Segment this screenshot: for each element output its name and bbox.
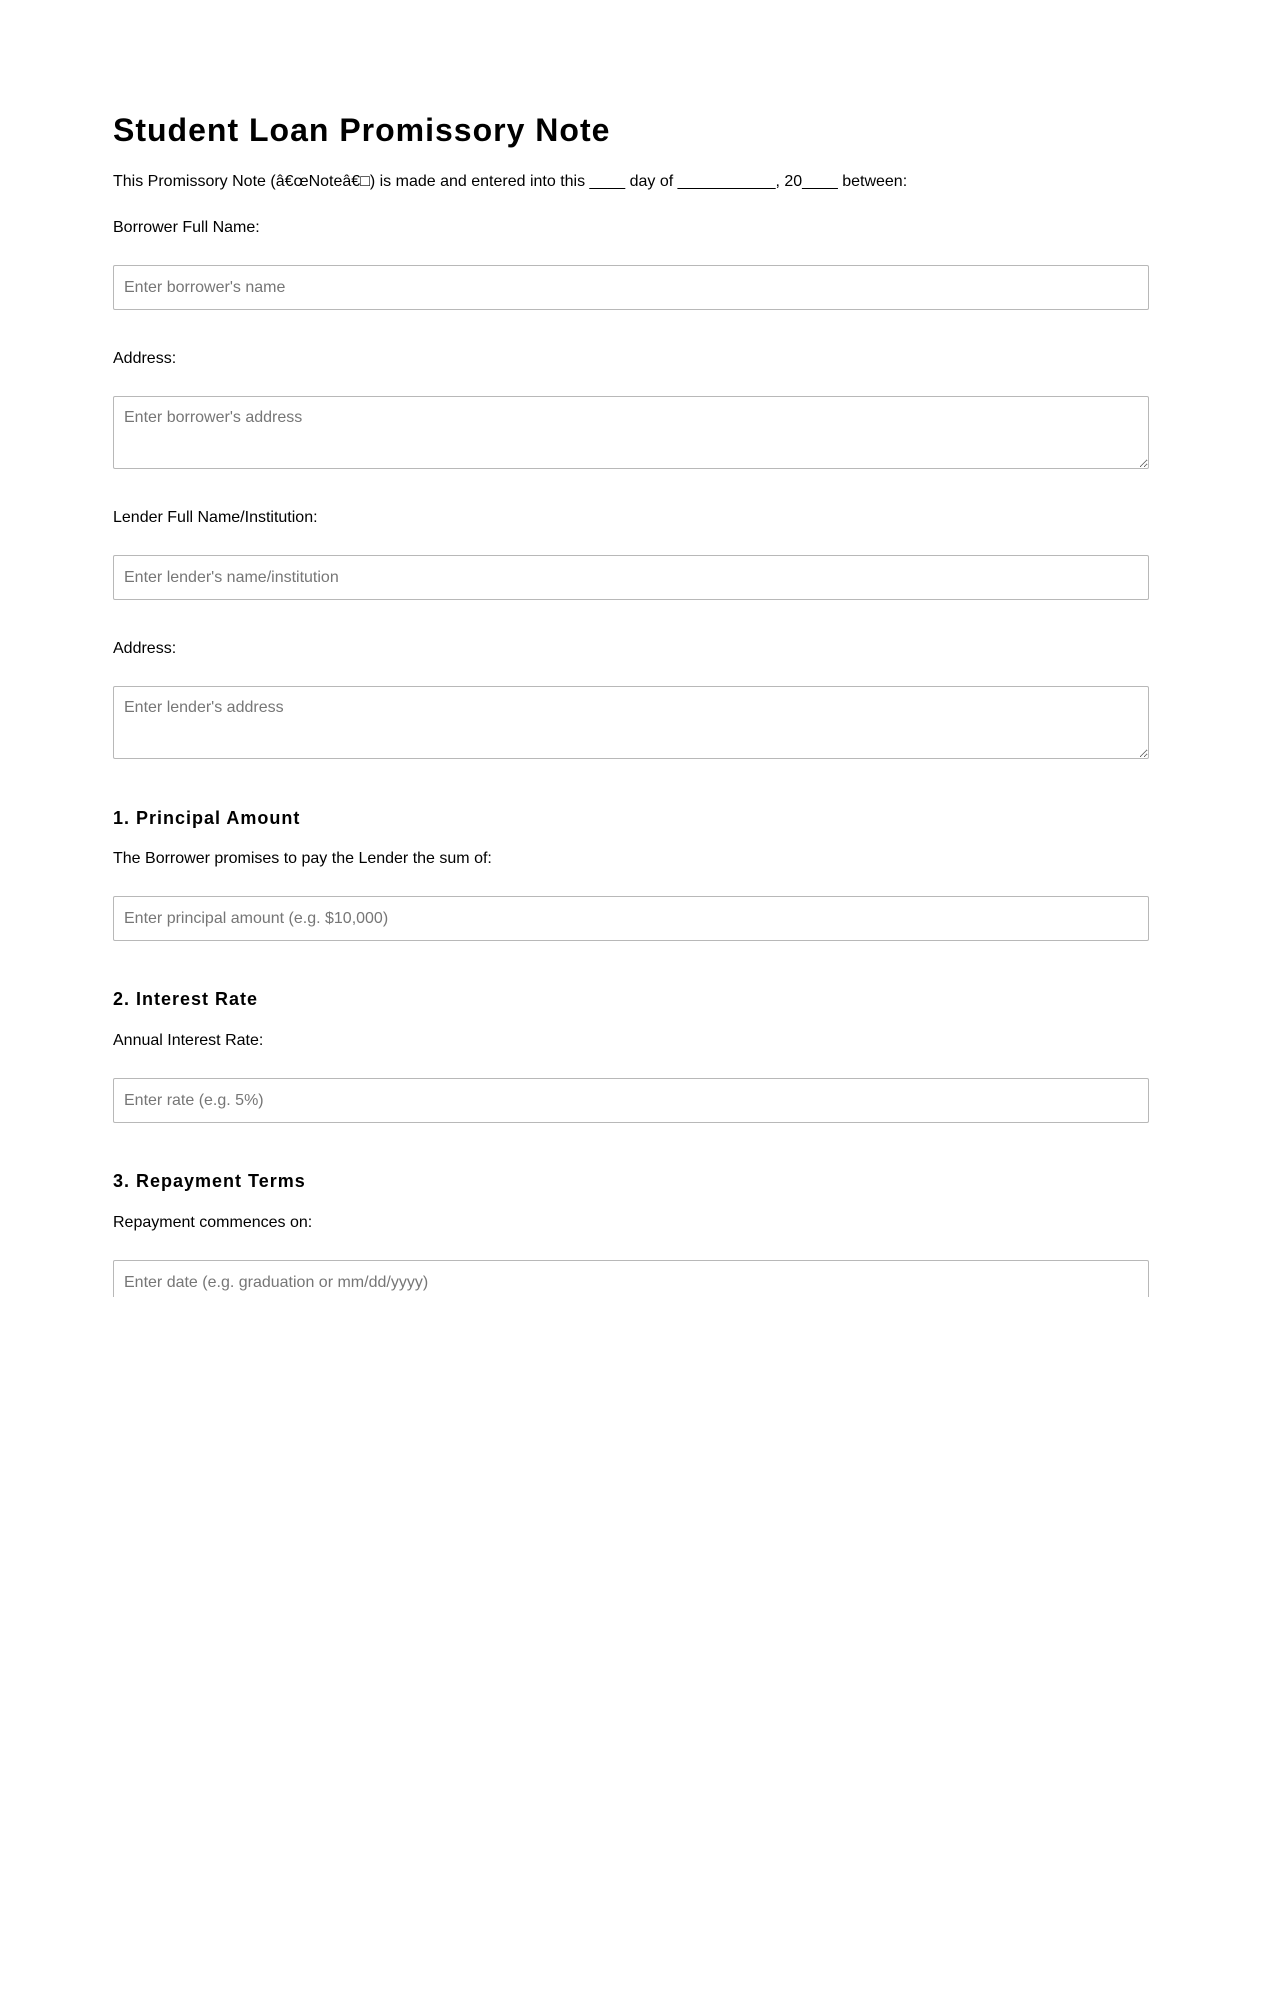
principal-section-heading: 1. Principal Amount bbox=[113, 808, 301, 828]
interest-rate-input[interactable] bbox=[113, 1078, 1149, 1123]
borrower-name-label: Borrower Full Name: bbox=[113, 219, 260, 236]
intro-paragraph: This Promissory Note (â€œNoteâ€□) is made and entered into this ____ day of ___________, 20____ between: bbox=[113, 173, 908, 190]
interest-section-heading: 2. Interest Rate bbox=[113, 989, 259, 1009]
lender-name-input[interactable] bbox=[113, 555, 1149, 600]
principal-amount-input[interactable] bbox=[113, 896, 1149, 941]
lender-name-label: Lender Full Name/Institution: bbox=[113, 509, 318, 526]
borrower-name-input[interactable] bbox=[113, 265, 1149, 310]
principal-amount-label: The Borrower promises to pay the Lender the sum of: bbox=[113, 850, 492, 867]
borrower-address-textarea[interactable] bbox=[113, 396, 1149, 469]
repayment-start-date-input[interactable] bbox=[113, 1260, 1149, 1297]
page-title: Student Loan Promissory Note bbox=[113, 112, 611, 148]
borrower-address-label: Address: bbox=[113, 350, 177, 367]
lender-address-label: Address: bbox=[113, 640, 177, 657]
repayment-section-heading: 3. Repayment Terms bbox=[113, 1171, 306, 1191]
repayment-start-label: Repayment commences on: bbox=[113, 1214, 313, 1231]
interest-rate-label: Annual Interest Rate: bbox=[113, 1032, 264, 1049]
lender-address-textarea[interactable] bbox=[113, 686, 1149, 759]
